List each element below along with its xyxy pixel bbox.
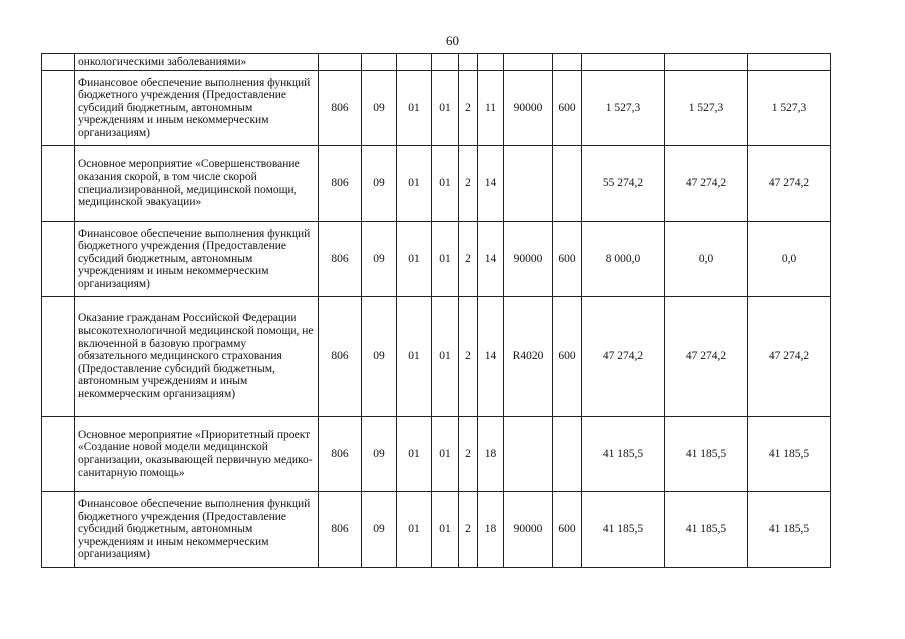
subsection-code: 01 (397, 297, 432, 417)
row-name: онкологическими заболеваниями» (75, 54, 319, 71)
table-row (42, 222, 831, 297)
expense-type-code: 600 (553, 222, 582, 297)
budget-table (41, 53, 831, 568)
expense-type-code (553, 417, 582, 492)
type-code: 2 (459, 417, 478, 492)
sum-year-1: 41 185,5 (582, 492, 665, 568)
type-code: 2 (459, 297, 478, 417)
ministry-code (319, 54, 362, 71)
sum-year-2: 41 185,5 (665, 492, 748, 568)
subsection-code: 01 (397, 417, 432, 492)
subsection-code: 01 (397, 222, 432, 297)
sum-year-1: 8 000,0 (582, 222, 665, 297)
ministry-code: 806 (319, 71, 362, 146)
section-code: 09 (362, 146, 397, 222)
subsection-code: 01 (397, 492, 432, 568)
sum-year-3: 47 274,2 (748, 146, 831, 222)
event-code: 14 (478, 146, 504, 222)
event-code: 18 (478, 417, 504, 492)
sum-year-3: 1 527,3 (748, 71, 831, 146)
sum-year-2: 1 527,3 (665, 71, 748, 146)
section-code: 09 (362, 297, 397, 417)
direction-code: R4020 (504, 297, 553, 417)
sum-year-1: 47 274,2 (582, 297, 665, 417)
type-code (459, 54, 478, 71)
ministry-code: 806 (319, 417, 362, 492)
sum-year-1: 1 527,3 (582, 71, 665, 146)
subsection-code: 01 (397, 146, 432, 222)
sum-year-3 (748, 54, 831, 71)
subsection-code: 01 (397, 71, 432, 146)
row-name: Финансовое обеспечение выполнения функций бюджетного учреждения (Предоставление субсидий бюджетным, автономным учреждениям и иным некоммерческим организациям) (75, 492, 319, 568)
table-body (42, 54, 831, 568)
table-row (42, 146, 831, 222)
direction-code: 90000 (504, 71, 553, 146)
table-row (42, 54, 831, 71)
ministry-code: 806 (319, 222, 362, 297)
direction-code: 90000 (504, 222, 553, 297)
table-row (42, 71, 831, 146)
event-code (478, 54, 504, 71)
direction-code (504, 146, 553, 222)
expense-type-code: 600 (553, 492, 582, 568)
event-code: 11 (478, 71, 504, 146)
sum-year-2: 47 274,2 (665, 146, 748, 222)
program-code (432, 54, 459, 71)
program-code: 01 (432, 492, 459, 568)
sum-year-2 (665, 54, 748, 71)
type-code: 2 (459, 146, 478, 222)
row-index-cell (42, 417, 75, 492)
sum-year-3: 41 185,5 (748, 492, 831, 568)
table-row (42, 297, 831, 417)
sum-year-2: 41 185,5 (665, 417, 748, 492)
row-name: Основное мероприятие «Совершенствование оказания скорой, в том числе скорой специализированной, медицинской помощи, медицинской эвакуации» (75, 146, 319, 222)
ministry-code: 806 (319, 492, 362, 568)
program-code: 01 (432, 417, 459, 492)
row-index-cell (42, 54, 75, 71)
sum-year-3: 41 185,5 (748, 417, 831, 492)
sum-year-3: 0,0 (748, 222, 831, 297)
type-code: 2 (459, 492, 478, 568)
sum-year-2: 47 274,2 (665, 297, 748, 417)
event-code: 18 (478, 492, 504, 568)
direction-code: 90000 (504, 492, 553, 568)
row-name: Основное мероприятие «Приоритетный проект «Создание новой модели медицинской организации, оказывающей первичную медико-санитарную помощь» (75, 417, 319, 492)
sum-year-3: 47 274,2 (748, 297, 831, 417)
section-code: 09 (362, 71, 397, 146)
direction-code (504, 54, 553, 71)
row-index-cell (42, 222, 75, 297)
ministry-code: 806 (319, 146, 362, 222)
section-code: 09 (362, 492, 397, 568)
row-index-cell (42, 297, 75, 417)
subsection-code (397, 54, 432, 71)
row-index-cell (42, 71, 75, 146)
sum-year-1: 55 274,2 (582, 146, 665, 222)
program-code: 01 (432, 222, 459, 297)
table-row (42, 417, 831, 492)
expense-type-code: 600 (553, 71, 582, 146)
table-row (42, 492, 831, 568)
sum-year-1: 41 185,5 (582, 417, 665, 492)
program-code: 01 (432, 146, 459, 222)
row-index-cell (42, 146, 75, 222)
event-code: 14 (478, 297, 504, 417)
section-code (362, 54, 397, 71)
program-code: 01 (432, 297, 459, 417)
row-name: Оказание гражданам Российской Федерации высокотехнологичной медицинской помощи, не включенной в базовую программу обязательного медицинского страхования (Предоставление субсидий бюджетным, автономным учреждениям и иным некоммерческим организациям) (75, 297, 319, 417)
section-code: 09 (362, 222, 397, 297)
type-code: 2 (459, 222, 478, 297)
direction-code (504, 417, 553, 492)
program-code: 01 (432, 71, 459, 146)
expense-type-code: 600 (553, 297, 582, 417)
ministry-code: 806 (319, 297, 362, 417)
row-name: Финансовое обеспечение выполнения функций бюджетного учреждения (Предоставление субсидий бюджетным, автономным учреждениям и иным некоммерческим организациям) (75, 71, 319, 146)
row-name: Финансовое обеспечение выполнения функций бюджетного учреждения (Предоставление субсидий бюджетным, автономным учреждениям и иным некоммерческим организациям) (75, 222, 319, 297)
expense-type-code (553, 54, 582, 71)
section-code: 09 (362, 417, 397, 492)
type-code: 2 (459, 71, 478, 146)
row-index-cell (42, 492, 75, 568)
expense-type-code (553, 146, 582, 222)
sum-year-2: 0,0 (665, 222, 748, 297)
page-number: 60 (446, 33, 459, 48)
event-code: 14 (478, 222, 504, 297)
sum-year-1 (582, 54, 665, 71)
